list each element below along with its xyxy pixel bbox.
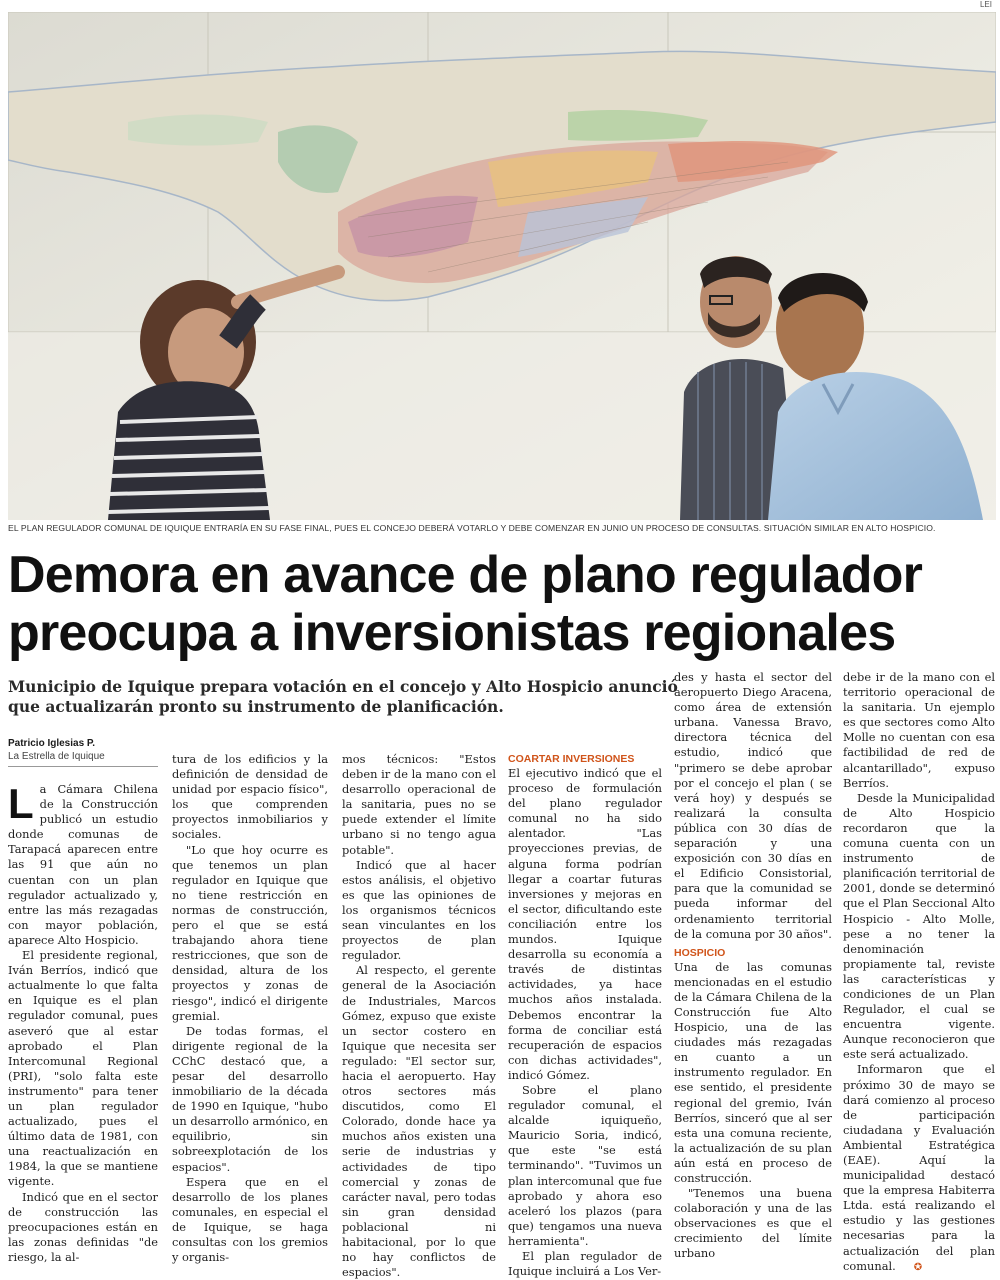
paragraph: El plan regulador de Iquique incluirá a Los Ver- (508, 1249, 662, 1279)
paragraph-text: a Cámara Chilena de la Construcción publicó un estudio donde comunas de Tarapacá aparecen entre las 91 que aún no cuentan con un plan regulador actualizado y, entre las más rezagadas con mayor población, aparece Alto Hospicio. (8, 782, 158, 947)
article-column-1 (8, 782, 158, 1265)
subheading-hospicio: HOSPICIO (674, 946, 726, 959)
byline (8, 737, 158, 767)
paragraph: "Lo que hoy ocurre es que tenemos un plan regulador en Iquique que no tiene restricción en normas de construcción, pero el que se está trabajando ahora tiene restricciones, que son de densidad, altura de los proyectos y zonas de riesgo", indicó el dirigente gremial. (172, 842, 328, 1023)
byline-outlet: La Estrella de Iquique (8, 751, 105, 762)
paragraph: Sobre el plano regulador comunal, el alcalde iquiqueño, Mauricio Soria, indicó, que este "se está terminando". "Tuvimos un plan intercomunal que fue aprobado y ahora eso aceleró los plazos (para que) tengamos una nueva herramienta". (508, 1082, 662, 1248)
paragraph: des y hasta el sector del aeropuerto Diego Aracena, como área de extensión urbana. Vanessa Bravo, directora técnica del estudio, indicó que "primero se debe aprobar por el concejo el plan ( se verá hoy) y después se realizará la consulta pública con 30 días de separación y una exposición con 30 días en el Edificio Consistorial, para que la comunidad se pueda informar del ordenamiento territorial de la comuna por 30 años". (674, 670, 832, 941)
deck-line-2: que actualizarán pronto su instrumento de planificación. (8, 697, 504, 716)
photo-illustration (8, 12, 996, 520)
headline-line-1: Demora en avance de plano regulador (8, 546, 923, 604)
paragraph: Al respecto, el gerente general de la Asociación de Industriales, Marcos Gómez, expuso que existe un sector costero en Iquique que necesita ser regulado: "El sector sur, hacia el aeropuerto. Hay otros sectores más discutidos, como El Colorado, donde hace ya muchos años existen una serie de industrias y actividades de tipo comercial y zonas de carácter naval, pero todas sin gran densidad poblacional ni habitacional, por lo que no hay conflictos de espacios". (342, 963, 496, 1280)
article-column-6 (843, 670, 995, 1275)
byline-author: Patricio Iglesias P. (8, 738, 96, 749)
headline-line-2: preocupa a inversionistas regionales (8, 604, 896, 662)
article-column-3 (342, 752, 496, 1280)
article-column-5 (674, 670, 832, 1262)
subheading-coartar: COARTAR INVERSIONES (508, 753, 635, 765)
end-mark-icon: ✪ (913, 1261, 923, 1273)
article-photo (8, 12, 996, 520)
article-column-2 (172, 752, 328, 1265)
paragraph (843, 1062, 995, 1274)
headline (8, 546, 993, 662)
paragraph: Indicó que en el sector de construcción las preocupaciones están en las zonas definidas "de riesgo, la al- (8, 1189, 158, 1264)
deck-line-1: Municipio de Iquique prepara votación en el concejo y Alto Hospicio anunció (8, 677, 678, 696)
paragraph: El presidente regional, Iván Berríos, indicó que actualmente lo que falta en Iquique es el plan regulador comunal, pues aseveró que al estar aprobado el Plan Intercomunal Regional (PRI), "solo falta este instrumento" para tener un plan regulador actualizado, pues el último data de 1981, con una reactualización en 1984, la que se mantiene vigente. (8, 948, 158, 1189)
paragraph: Una de las comunas mencionadas en el estudio de la Cámara Chilena de la Construcción fue Alto Hospicio, una de las ciudades más rezagadas en cuanto a un instrumento regulador. En ese sentido, el presidente regional del gremio, Iván Berríos, sinceró que al ser esta una comuna reciente, la actualización de su plan aún está en proceso de construcción. (674, 959, 832, 1185)
paragraph: "Tenemos una buena colaboración y una de las observaciones es que el crecimiento del límite urbano (674, 1186, 832, 1261)
article-column-4 (508, 752, 662, 1279)
paragraph (8, 782, 158, 948)
drop-cap: L (8, 780, 34, 827)
paragraph: Espera que en el desarrollo de los planes comunales, en especial el de Iquique, se haga consultas con los gremios y organis- (172, 1174, 328, 1265)
paragraph: mos técnicos: "Estos deben ir de la mano con el desarrollo operacional de la sanitaria, pues no se puede extender el límite urbano si no tengo agua potable". (342, 752, 496, 857)
paragraph: Indicó que al hacer estos análisis, el objetivo es que las opiniones de los organismos técnicos sean vinculantes en los proyectos de plan regulador. (342, 857, 496, 963)
photo-caption: EL PLAN REGULADOR COMUNAL DE IQUIQUE ENTRARÍA EN SU FASE FINAL, PUES EL CONCEJO DEBERÁ VOTARLO Y DEBE COMENZAR EN JUNIO UN PROCESO DE CONSULTAS. SITUACIÓN SIMILAR EN ALTO HOSPICIO. (8, 523, 936, 533)
paragraph: tura de los edificios y la definición de densidad de unidad por espacio físico", los que comprenden proyectos inmobiliarios y sociales. (172, 752, 328, 842)
paragraph: De todas formas, el dirigente regional de la CChC destacó que, a pesar del desarrollo inmobiliario de la década de 1990 en Iquique, "hubo un desarrollo armónico, en equilibrio, sin sobreexplotación de los espacios". (172, 1023, 328, 1174)
paragraph: Desde la Municipalidad de Alto Hospicio recordaron que la comuna cuenta con un instrumento de planificación territorial de 2001, donde se determinó que el Plan Seccional Alto Hospicio - Alto Molle, pese a no tener la denominación propiamente tal, reviste las características y condiciones de un Plan Regulador, el cual se encuentra vigente. Aunque reconocieron que este será actualizado. (843, 790, 995, 1062)
paragraph: El ejecutivo indicó que el proceso de formulación del plano regulador comunal no ha sido alentador. "Las proyecciones previas, de alguna forma podrían llegar a coartar futuras inversiones y mejoras en el sector, dificultando este conciliación entre los mundos. Iquique desarrolla su economía a través de distintas actividades, ya hace muchos años instalada. Debemos encontrar la forma de conciliar está recuperación de espacios con dichas actividades", indicó Gómez. (508, 766, 662, 1082)
paragraph: debe ir de la mano con el territorio operacional de la sanitaria. Un ejemplo es que sectores como Alto Molle no cuentan con esa factibilidad de red de alcantarillado", expuso Berríos. (843, 670, 995, 790)
deck-subtitle (8, 677, 678, 717)
paragraph-text: Informaron que el próximo 30 de mayo se dará comienzo al proceso de participación ciudadana y Evaluación Ambiental Estratégica (EAE). Aquí la municipalidad destacó que la empresa Habiterra Ltda. está realizando el estudio y las gestiones necesarias para la actualización del plan comunal. (843, 1062, 995, 1273)
page-tag: LEI (979, 0, 992, 9)
